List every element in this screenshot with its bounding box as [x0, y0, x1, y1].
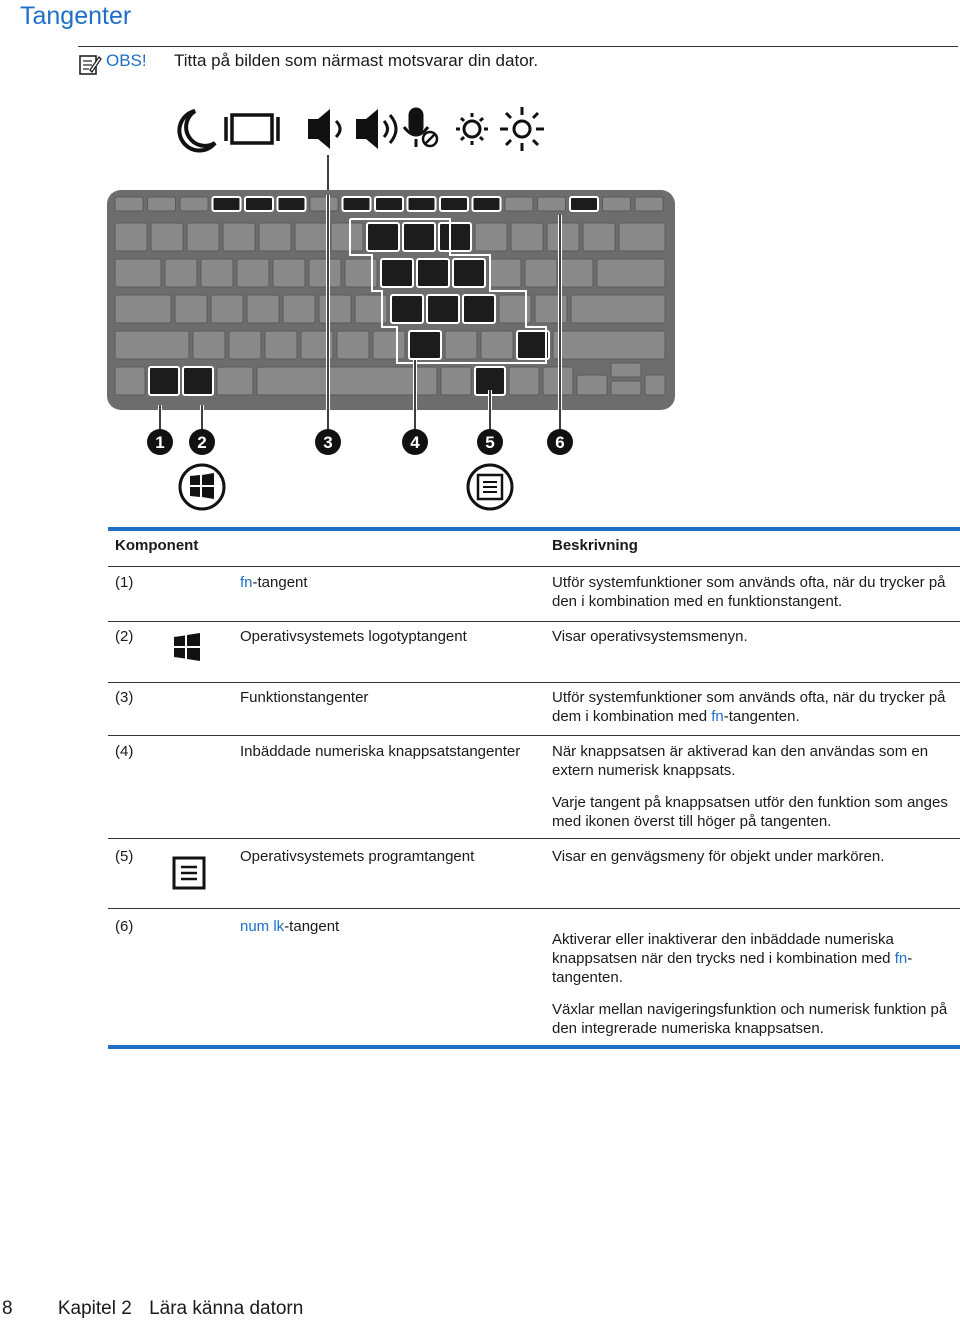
key	[603, 197, 631, 211]
page-number: 8	[2, 1298, 13, 1319]
key	[211, 295, 243, 323]
key	[611, 363, 641, 377]
key	[115, 259, 161, 287]
numpad-key	[453, 259, 485, 287]
key	[229, 331, 261, 359]
function-key	[375, 197, 403, 211]
row-number: (6)	[115, 918, 134, 935]
function-key	[570, 197, 598, 211]
sleep-icon	[179, 111, 215, 151]
function-key	[278, 197, 306, 211]
component-description: Visar operativsystemsmenyn.	[552, 628, 748, 645]
mic-mute-icon	[404, 109, 437, 147]
row-number: (5)	[115, 848, 134, 865]
component-description: Visar en genvägsmeny för objekt under markören.	[552, 848, 885, 865]
component-description: Varje tangent på knappsatsen utför den funktion som anges med ikonen överst till höger på tangenten.	[552, 794, 948, 830]
chapter-label: Kapitel 2	[57, 1298, 132, 1319]
fn-key	[149, 367, 179, 395]
key	[237, 259, 269, 287]
key	[115, 197, 143, 211]
table-top-rule	[108, 527, 960, 531]
key	[373, 331, 405, 359]
display-switch-icon	[226, 115, 278, 143]
windows-key	[183, 367, 213, 395]
row-divider	[108, 735, 960, 736]
component-description: Aktiverar eller inaktiverar den inbäddade numeriska knappsatsen när den trycks ned i kombination med fn-tangenten.	[552, 931, 913, 986]
row-number: (2)	[115, 628, 134, 645]
key	[265, 331, 297, 359]
callout-number: 3	[323, 433, 333, 452]
row-divider	[108, 838, 960, 839]
volume-up-icon	[356, 109, 396, 149]
row-number: (3)	[115, 689, 134, 706]
key	[175, 295, 207, 323]
numpad-key	[391, 295, 423, 323]
keyboard-figure	[100, 95, 690, 520]
key	[115, 295, 171, 323]
numpad-key	[463, 295, 495, 323]
key	[115, 367, 145, 395]
key	[337, 331, 369, 359]
menu-icon	[468, 465, 512, 509]
key	[475, 223, 507, 251]
component-name: Operativsystemets programtangent	[240, 848, 475, 865]
key	[511, 223, 543, 251]
key	[445, 331, 477, 359]
key	[583, 223, 615, 251]
note-label: OBS!	[106, 51, 147, 70]
key	[151, 223, 183, 251]
table-bottom-rule	[108, 1045, 960, 1049]
key	[259, 223, 291, 251]
key	[193, 331, 225, 359]
key	[619, 223, 665, 251]
component-name: num lk-tangent	[240, 918, 340, 935]
key	[165, 259, 197, 287]
numpad-key	[367, 223, 399, 251]
component-name: Inbäddade numeriska knappsatstangenter	[240, 743, 521, 760]
key	[187, 223, 219, 251]
key	[635, 197, 663, 211]
key	[525, 259, 557, 287]
callout-number: 1	[155, 433, 165, 452]
key	[310, 197, 338, 211]
callout-number: 6	[555, 433, 565, 452]
note	[78, 46, 958, 77]
key	[295, 223, 327, 251]
key	[331, 223, 363, 251]
component-description: Utför systemfunktioner som används ofta, när du trycker på den i kombination med en funktionstangent.	[552, 574, 946, 610]
page-title: Tangenter	[20, 2, 132, 30]
key	[577, 375, 607, 395]
key	[611, 381, 641, 395]
key	[201, 259, 233, 287]
function-key	[343, 197, 371, 211]
key	[489, 259, 521, 287]
windows-logo-icon	[172, 632, 202, 662]
key	[247, 295, 279, 323]
key	[535, 295, 567, 323]
key	[505, 197, 533, 211]
row-number: (4)	[115, 743, 134, 760]
numpad-key	[403, 223, 435, 251]
numpad-key	[517, 331, 549, 359]
brightness-up-icon	[500, 107, 544, 151]
callout-number: 5	[485, 433, 495, 452]
function-key	[440, 197, 468, 211]
component-name: Funktionstangenter	[240, 689, 369, 706]
row-divider	[108, 682, 960, 683]
header-component: Komponent	[115, 537, 199, 554]
key	[148, 197, 176, 211]
key	[597, 259, 665, 287]
numpad-key	[417, 259, 449, 287]
key	[115, 331, 189, 359]
numpad-key	[381, 259, 413, 287]
key	[273, 259, 305, 287]
callout-number: 2	[197, 433, 207, 452]
note-text: Titta på bilden som närmast motsvarar din dator.	[174, 51, 539, 70]
numpad-key	[427, 295, 459, 323]
space-key	[257, 367, 437, 395]
key	[509, 367, 539, 395]
row-number: (1)	[115, 574, 134, 591]
key	[217, 367, 253, 395]
row-divider	[108, 908, 960, 909]
component-description: Utför systemfunktioner som används ofta, när du trycker på dem i kombination med fn-tangenten.	[552, 689, 946, 725]
function-key	[245, 197, 273, 211]
row-divider	[108, 566, 960, 567]
menu-icon	[172, 856, 206, 890]
component-name: fn-tangent	[240, 574, 308, 591]
row-divider	[108, 621, 960, 622]
chapter-title: Lära känna datorn	[149, 1298, 304, 1319]
component-description: När knappsatsen är aktiverad kan den användas som en extern numerisk knappsats.	[552, 743, 929, 779]
key	[645, 375, 665, 395]
key	[283, 295, 315, 323]
key	[115, 223, 147, 251]
brightness-down-icon	[456, 113, 488, 145]
key	[561, 259, 593, 287]
component-description: Växlar mellan navigeringsfunktion och numerisk funktion på den integrerade numeriska knappsatsen.	[552, 1001, 948, 1037]
key	[180, 197, 208, 211]
header-description: Beskrivning	[552, 537, 638, 554]
key	[223, 223, 255, 251]
key	[441, 367, 471, 395]
windows-logo-icon	[180, 465, 224, 509]
numpad-key	[439, 223, 471, 251]
key	[553, 331, 665, 359]
key	[481, 331, 513, 359]
key	[538, 197, 566, 211]
function-key	[213, 197, 241, 211]
callout-number: 4	[410, 433, 420, 452]
note-icon	[78, 52, 102, 76]
key	[571, 295, 665, 323]
key	[547, 223, 579, 251]
numpad-key	[409, 331, 441, 359]
component-name: Operativsystemets logotyptangent	[240, 628, 467, 645]
volume-down-icon	[308, 109, 340, 149]
function-key	[408, 197, 436, 211]
footer	[2, 1298, 315, 1320]
key	[309, 259, 341, 287]
key	[319, 295, 351, 323]
function-key	[473, 197, 501, 211]
